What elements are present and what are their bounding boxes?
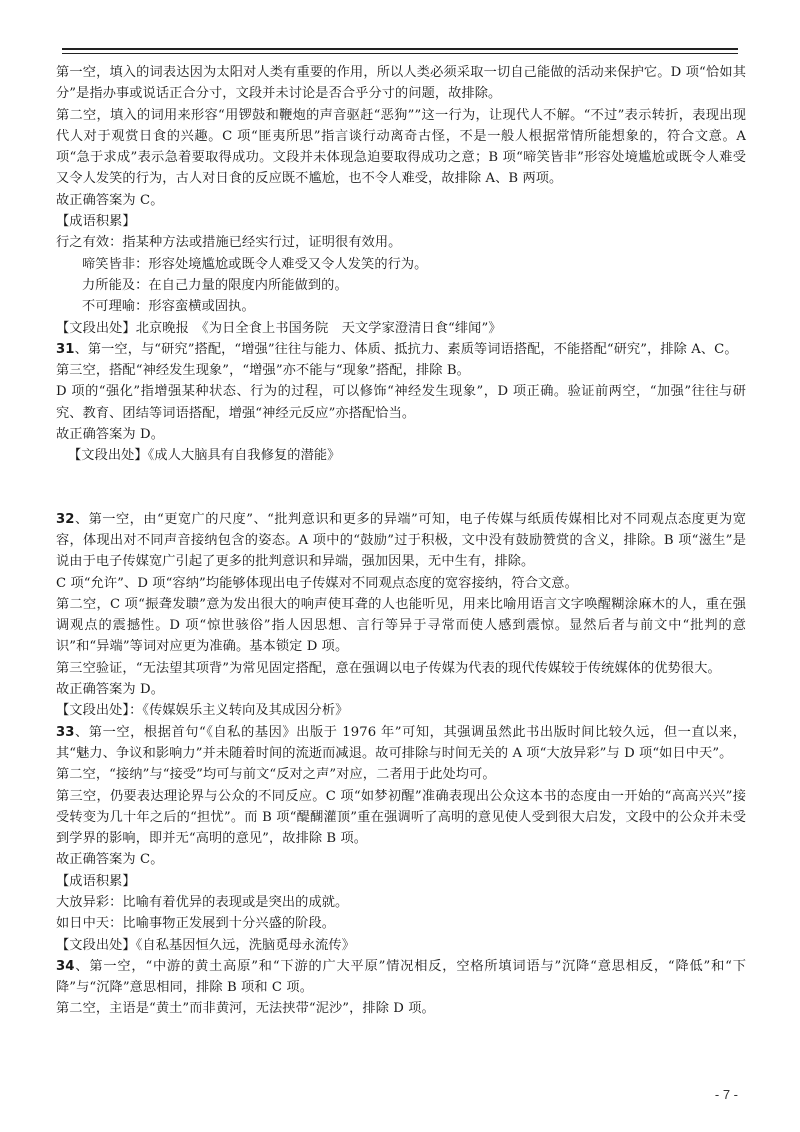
answer-line: 故正确答案为 C。 — [56, 852, 164, 868]
paragraph: D 项的“强化”指增强某种状态、行为的过程，可以修饰“神经发生现象”，D 项正确。验证前两空，“加强”往往与研究、教育、团结等词语搭配，增强“神经元反应”亦搭配恰当。 — [56, 384, 746, 421]
paragraph: 第一空，填入的词表达因为太阳对人类有重要的作用，所以人类必须采取一切自己能做的活动来保护它。D 项“恰如其分”是指办事或说话正合分寸，文段并未讨论是否合乎分寸的问题，故排除。 — [56, 65, 746, 102]
paragraph: 第二空，主语是“黄土”而非黄河，无法挟带“泥沙”，排除 D 项。 — [56, 1001, 435, 1017]
question-number: 33 — [56, 724, 75, 740]
idiom-entry: 啼笑皆非：形容处境尴尬或既令人难受又令人发笑的行为。 — [82, 256, 428, 272]
page-number: - 7 - — [714, 1087, 738, 1102]
idiom-entry: 力所能及：在自己力量的限度内所能做到的。 — [82, 277, 348, 293]
source-line: 【文段出处】《成人大脑具有自我修复的潜能》 — [68, 448, 341, 464]
question-number: 31 — [56, 341, 75, 357]
paragraph: C 项“允许”、D 项“容纳”均能够体现出电子传媒对不同观点态度的宽容接纳，符合文意。 — [56, 575, 578, 591]
spacer — [56, 467, 746, 509]
paragraph: 第二空，“接纳”与“接受”均可与前文“反对之声”对应，二者用于此处均可。 — [56, 767, 496, 783]
idiom-entry: 不可理喻：形容蛮横或固执。 — [82, 299, 255, 315]
answer-line: 故正确答案为 D。 — [56, 427, 164, 443]
question-32: 32、第一空，由“更宽广的尺度”、“批判意识和更多的异端”可知，电子传媒与纸质传媒相比对不同观点态度更为宽容，体现出对不同声音接纳包含的姿态。A 项中的“鼓励”过于积极，文中没有鼓励赞赏的含义，排除。B 项“滋生”是说由于电子传媒宽广引起了更多的批判意识和异端，强加因果，无中生有，排除。 — [56, 511, 746, 570]
question-33: 33、第一空，根据首句“《自私的基因》出版于 1976 年”可知，其强调虽然此书出版时间比较久远，但一直以来，其“魅力、争议和影响力”并未随着时间的流逝而减退。故可排除与时间无关的 A 项“大放异彩”与 D 项“如日中天”。 — [56, 724, 746, 761]
question-34: 34、第一空，“中游的黄土高原”和“下游的广大平原”情况相反，空格所填词语与”沉降“意思相反，“降低”和“下降”与“沉降”意思相同，排除 B 项和 C 项。 — [56, 958, 746, 996]
source-line: 【文段出处】《自私基因恒久远，洗脑觅母永流传》 — [56, 937, 356, 953]
paragraph: 第三空验证，“无法望其项背”为常见固定搭配，意在强调以电子传媒为代表的现代传媒较于传统媒体的优势很大。 — [56, 660, 721, 676]
header-rule-thick — [62, 48, 738, 50]
answer-line: 故正确答案为 C。 — [56, 192, 164, 208]
section-heading: 【成语积累】 — [56, 873, 136, 889]
idiom-entry: 大放异彩：比喻有着优异的表现或是突出的成就。 — [56, 894, 349, 910]
source-line: 【文段出处】：《传媒娱乐主义转向及其成因分析》 — [56, 703, 349, 719]
source-line: 【文段出处】北京晚报 《为日全食上书国务院 天文学家澄清日食“绯闻”》 — [56, 320, 502, 336]
header-rule-thin — [62, 53, 738, 54]
paragraph: 第三空，仍要表达理论界与公众的不同反应。C 项“如梦初醒”准确表现出公众这本书的态度由一开始的“高高兴兴”接受转变为几十年之后的“担忧”。而 B 项“醍醐灌顶”重在强调听了高明的意见使人受到很大启发，文段中的公众并未受到学界的影响，即并无“高明的意见”，故排除 B 项。 — [56, 788, 746, 847]
paragraph: 第二空，C 项“振聋发聩”意为发出很大的响声使耳聋的人也能听见，用来比喻用语言文字唤醒糊涂麻木的人，重在强调观点的震撼性。D 项“惊世骇俗”指人因思想、言行等异于寻常而使人感到震惊。显然后者与前文中“批判的意识”和“异端”等词对应更为准确。基本锁定 D 项。 — [56, 596, 746, 655]
question-number: 34 — [56, 958, 75, 974]
paragraph: 第二空，填入的词用来形容“用锣鼓和鞭炮的声音驱赶“恶狗””这一行为，让现代人不解。“不过”表示转折，表现出现代人对于观赏日食的兴趣。C 项“匪夷所思”指言谈行动离奇古怪，不是一般人根据常情所能想象的，符合文意。A 项“急于求成”表示急着要取得成功。文段并未体现急迫要取得成功之意；B 项“啼笑皆非”形容处境尴尬或既令人难受又令人发笑的行为，古人对日食的反应既不尴尬，也不令人难受，故排除 A、B 两项。 — [56, 107, 746, 187]
paragraph: 第三空，搭配“神经发生现象”，“增强”亦不能与“现象”搭配，排除 B。 — [56, 363, 470, 379]
document-body — [56, 62, 746, 1020]
answer-line: 故正确答案为 D。 — [56, 682, 164, 698]
idiom-entry: 行之有效：指某种方法或措施已经实行过，证明很有效用。 — [56, 235, 402, 251]
idiom-entry: 如日中天：比喻事物正发展到十分兴盛的阶段。 — [56, 916, 336, 932]
question-number: 32 — [56, 511, 75, 527]
question-31: 31、第一空，与“研究”搭配，“增强”往往与能力、体质、抵抗力、素质等词语搭配，不能搭配“研究”，排除 A、C。 — [56, 341, 738, 357]
section-heading: 【成语积累】 — [56, 214, 136, 230]
